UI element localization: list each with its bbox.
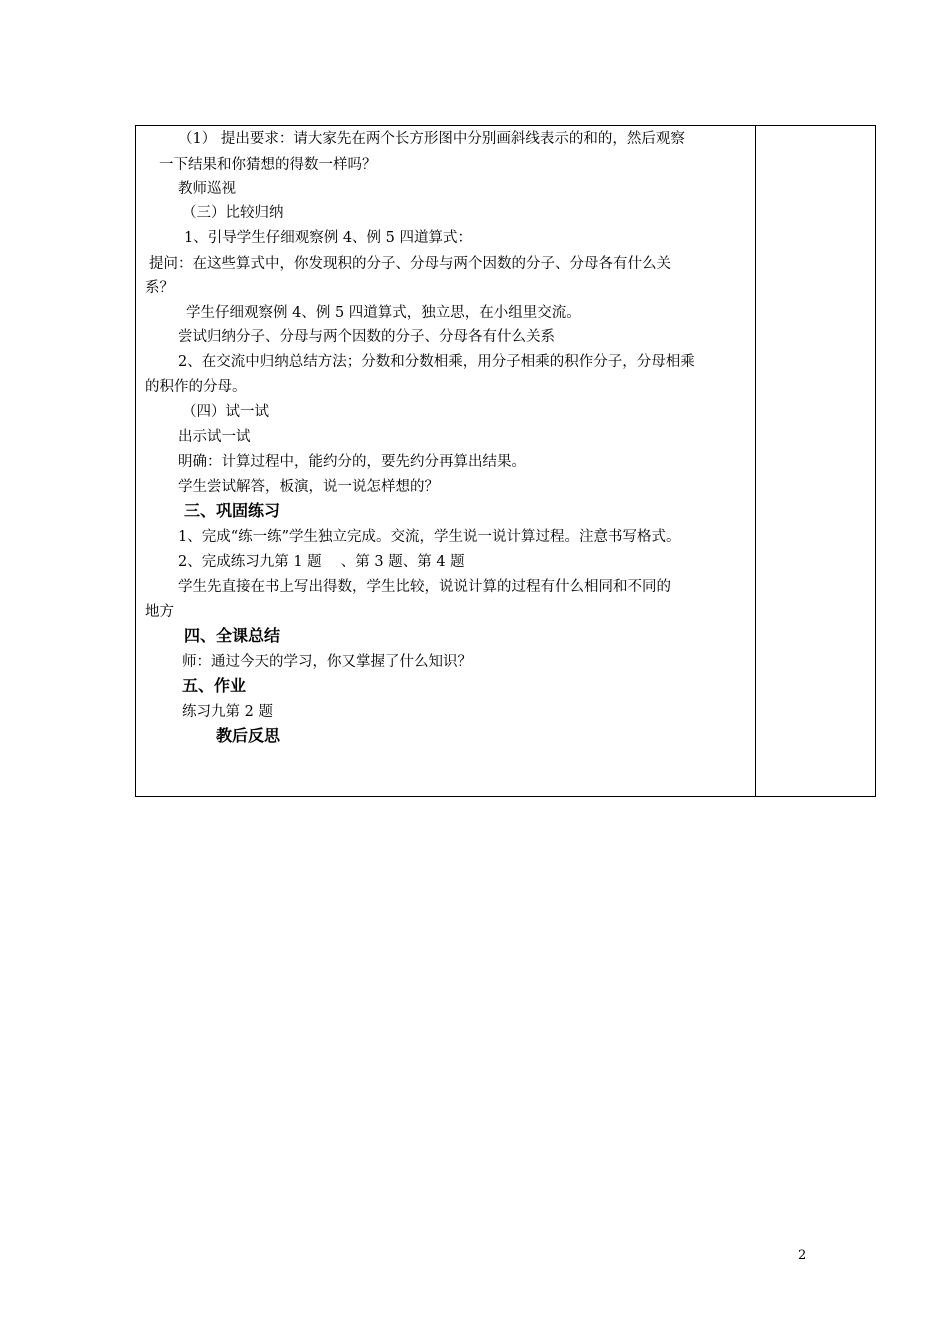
text-line: 教师巡视	[178, 181, 236, 197]
text-line: 学生先直接在书上写出得数，学生比较，说说计算的过程有什么相同和不同的	[178, 579, 671, 595]
reflection-heading: 教后反思	[216, 726, 281, 745]
page-number: 2	[798, 1248, 807, 1263]
text-line: 2、完成练习九第 1 题 、第 3 题、第 4 题	[178, 554, 465, 570]
text-line: 的积作的分母。	[145, 379, 247, 395]
text-line: 一下结果和你猜想的得数一样吗？	[159, 157, 377, 173]
text-line: （三）比较归纳	[182, 205, 284, 221]
text-line: 1、引导学生仔细观察例 4、例 5 四道算式：	[184, 230, 473, 246]
text-line: 系？	[145, 280, 174, 296]
text-line: 提问：在这些算式中，你发现积的分子、分母与两个因数的分子、分母各有什么关	[149, 256, 671, 272]
section-heading: 五、作业	[182, 676, 247, 695]
text-line: （1） 提出要求：请大家先在两个长方形图中分别画斜线表示的和的，然后观察	[178, 131, 685, 147]
text-line: 学生仔细观察例 4、例 5 四道算式，独立思，在小组里交流。	[186, 305, 581, 321]
section-heading: 三、巩固练习	[184, 501, 281, 520]
text-line: 地方	[145, 604, 174, 620]
section-heading: （四）试一试	[182, 404, 269, 420]
text-line: 出示试一试	[178, 429, 251, 445]
text-line: 明确：计算过程中，能约分的，要先约分再算出结果。	[178, 454, 526, 470]
text-line: 2、在交流中归纳总结方法；分数和分数相乘，用分子相乘的积作分子，分母相乘	[178, 354, 695, 370]
text-line: 学生尝试解答，板演，说一说怎样想的？	[178, 479, 439, 495]
section-heading: 四、全课总结	[184, 626, 281, 645]
lesson-table	[135, 125, 876, 797]
text-line: 1、完成“练一练”学生独立完成。交流，学生说一说计算过程。注意书写格式。	[178, 529, 681, 545]
column-divider	[755, 126, 756, 796]
text-line: 练习九第 2 题	[182, 704, 273, 720]
text-line: 师：通过今天的学习，你又掌握了什么知识？	[182, 654, 472, 670]
text-line: 尝试归纳分子、分母与两个因数的分子、分母各有什么关系	[178, 329, 555, 345]
